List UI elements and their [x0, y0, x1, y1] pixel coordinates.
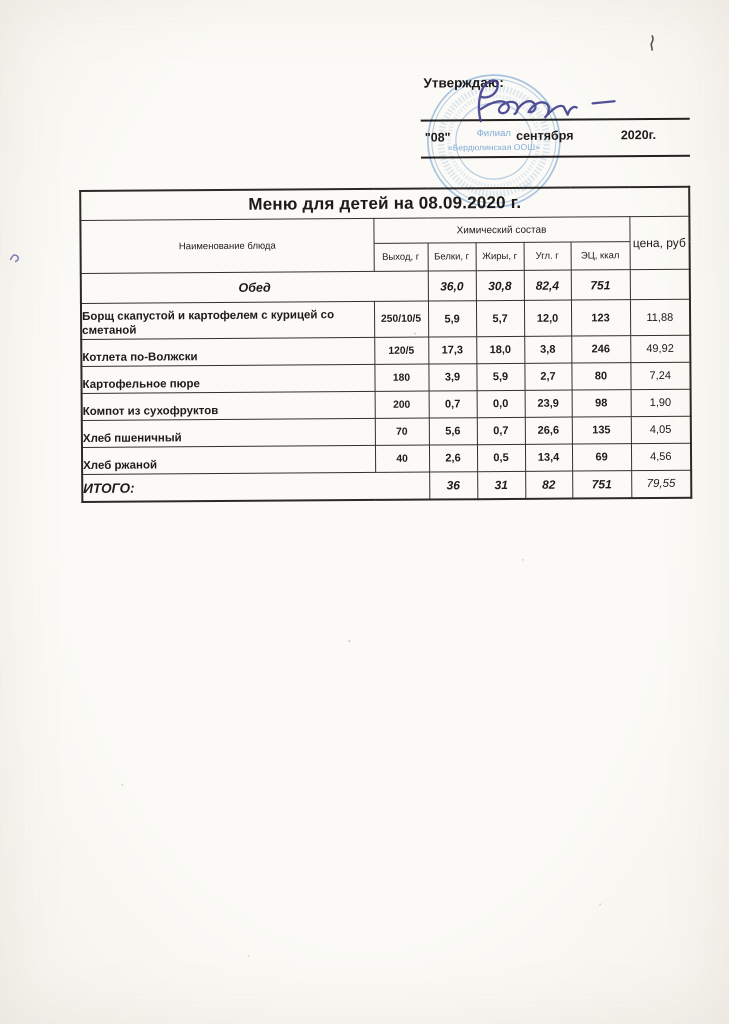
energy-cell: 246: [571, 336, 630, 363]
price-cell: [630, 269, 690, 299]
col-header-fat: Жиры, г: [476, 242, 524, 270]
fat-cell: 5,9: [476, 363, 524, 390]
energy-cell: 80: [571, 363, 630, 390]
dish-name-cell: Хлеб ржаной: [82, 445, 375, 474]
ink-fleck: [643, 32, 661, 56]
total-row: [82, 470, 691, 502]
price-cell: 7,24: [630, 362, 690, 389]
col-header-chem-group: Химический состав: [373, 217, 629, 244]
dish-name-cell: Картофельное пюре: [81, 364, 374, 393]
carbs-cell: 26,6: [525, 417, 572, 444]
energy-cell: 69: [572, 444, 631, 471]
output-cell: 250/10/5: [374, 301, 428, 337]
dish-name-cell: Борщ скапустой и картофелем с курицей со сметаной: [81, 301, 374, 339]
fat-cell: 0,7: [477, 417, 525, 444]
margin-ink-mark: [6, 248, 28, 268]
table-row: [81, 362, 690, 393]
approval-day: "08": [424, 130, 451, 145]
energy-cell: 751: [572, 471, 631, 499]
col-header-protein: Белки, г: [428, 243, 476, 271]
col-header-dish-name: Наименование блюда: [80, 218, 373, 273]
approval-month: сентября: [516, 128, 574, 143]
price-cell: 1,90: [631, 389, 691, 416]
price-cell: 4,05: [631, 416, 691, 443]
protein-cell: 17,3: [428, 337, 476, 364]
approval-label: Утверждаю:: [423, 75, 504, 91]
carbs-cell: 82,4: [524, 270, 571, 300]
energy-cell: 751: [571, 270, 630, 300]
protein-cell: 5,6: [429, 418, 477, 445]
col-header-carbs: Угл. г: [524, 242, 571, 270]
fat-cell: 0,5: [477, 444, 525, 471]
protein-cell: 3,9: [428, 364, 476, 391]
dish-name-cell: Компот из сухофруктов: [82, 391, 375, 420]
fat-cell: 5,7: [476, 300, 524, 336]
protein-cell: 0,7: [429, 391, 477, 418]
energy-cell: 98: [572, 390, 631, 417]
protein-cell: 36: [429, 472, 477, 500]
stamp-org-line1: Филиал: [476, 127, 511, 140]
table-row: [81, 299, 690, 339]
section-row: [81, 269, 690, 303]
price-cell: 4,56: [631, 443, 691, 470]
signature-ink: [446, 70, 626, 133]
output-cell: 120/5: [374, 337, 428, 364]
carbs-cell: 13,4: [525, 444, 572, 471]
dish-name-cell: Котлета по-Волжски: [81, 337, 374, 366]
fat-cell: 18,0: [476, 336, 524, 363]
table-row: [81, 335, 690, 366]
table-row: [82, 416, 691, 447]
output-cell: 70: [375, 418, 429, 445]
section-name-cell: Обед: [81, 271, 428, 303]
stamp-org-line2: «Бердюлинская ООШ»: [447, 142, 536, 153]
approval-year: 2020г.: [620, 127, 657, 143]
stamp-ogrn-fragment: 1027: [519, 182, 534, 194]
carbs-cell: 2,7: [524, 363, 571, 390]
price-cell: 79,55: [631, 470, 691, 498]
protein-cell: 2,6: [429, 445, 477, 472]
output-cell: 200: [375, 391, 429, 418]
price-cell: 49,92: [630, 335, 690, 362]
price-cell: 11,88: [630, 299, 690, 335]
carbs-cell: 23,9: [525, 390, 572, 417]
table-row: [82, 389, 691, 420]
protein-cell: 5,9: [428, 301, 476, 337]
col-header-output: Выход, г: [374, 243, 428, 271]
output-cell: 180: [374, 364, 428, 391]
fat-cell: 31: [477, 471, 525, 499]
energy-cell: 123: [571, 300, 630, 336]
protein-cell: 36,0: [428, 271, 476, 301]
dish-name-cell: Хлеб пшеничный: [82, 418, 375, 447]
table-row: [82, 443, 691, 474]
energy-cell: 135: [572, 417, 631, 444]
col-header-price: цена, руб: [629, 216, 689, 269]
output-cell: 40: [375, 445, 429, 472]
menu-title: Меню для детей на 08.09.2020 г.: [80, 187, 689, 221]
carbs-cell: 82: [525, 471, 572, 499]
fat-cell: 30,8: [476, 270, 524, 300]
menu-table: [79, 186, 692, 503]
total-label-cell: ИТОГО:: [82, 472, 429, 502]
col-header-energy: ЭЦ, ккал: [571, 242, 630, 270]
fat-cell: 0,0: [477, 390, 525, 417]
carbs-cell: 12,0: [524, 300, 571, 336]
carbs-cell: 3,8: [524, 336, 571, 363]
